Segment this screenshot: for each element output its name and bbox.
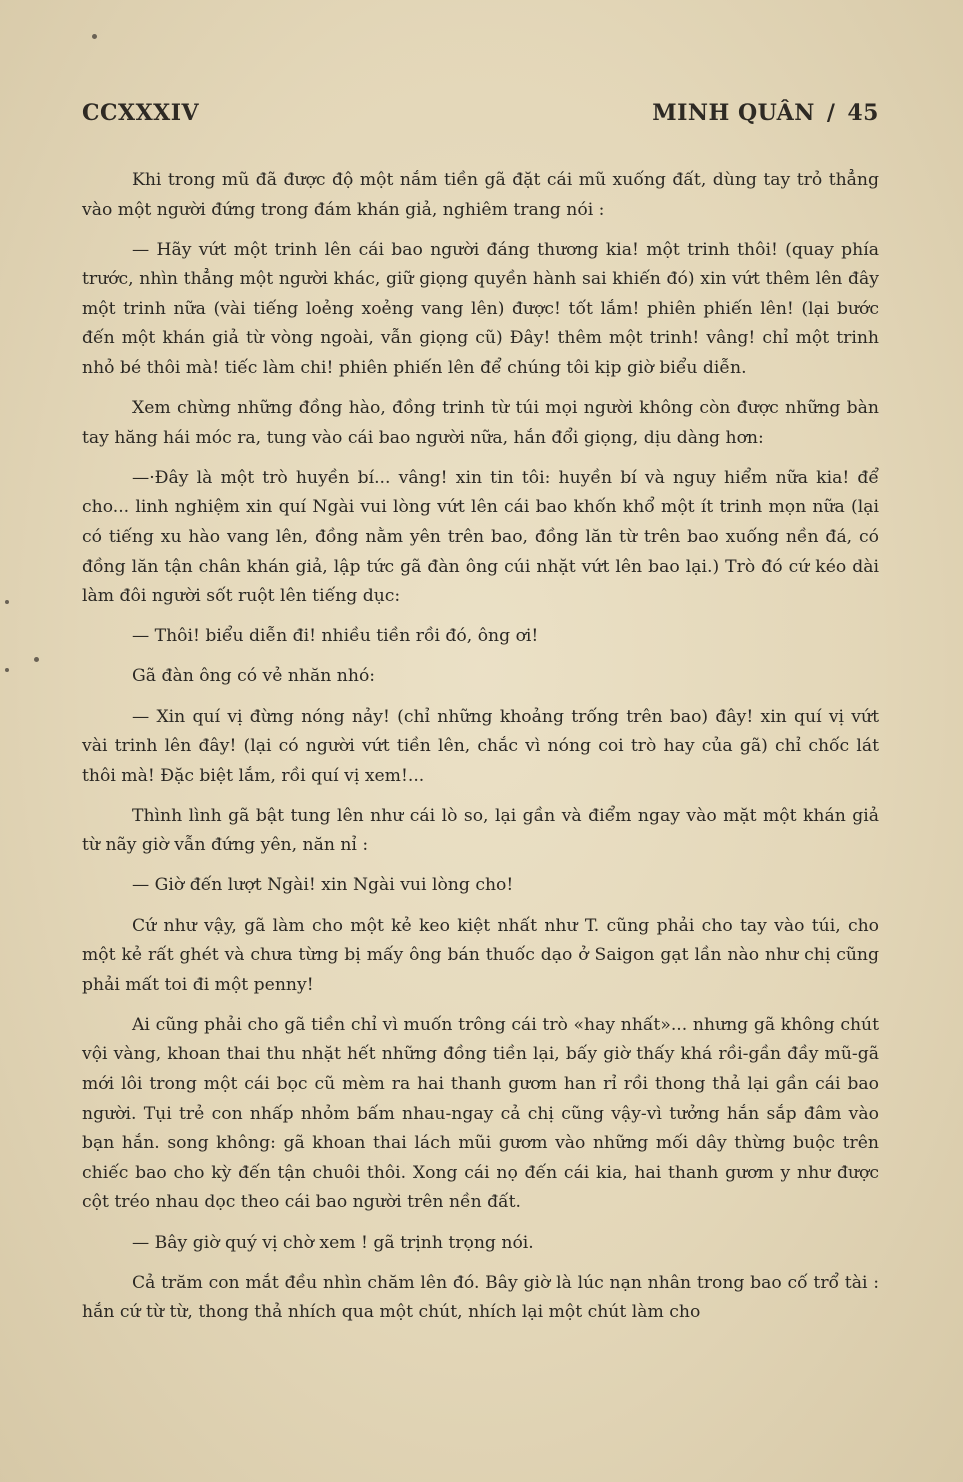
paragraph: Cứ như vậy, gã làm cho một kẻ keo kiệt nhất như T. cũng phải cho tay vào túi, cho một kẻ rất ghét và chưa từng bị mấy ông bán thuốc dạo ở Saigon gạt lần nào như chị cũng phải mất toi đi một penny!: [82, 915, 879, 995]
book-title: MINH QUÂN: [652, 100, 815, 126]
paragraph: Thình lình gã bật tung lên như cái lò so, lại gần và điểm ngay vào mặt một khán giả từ nãy giờ vẫn đứng yên, năn nỉ :: [82, 805, 879, 856]
ink-speck: [92, 34, 97, 39]
ink-speck: [5, 600, 9, 604]
chapter-number: CCXXXIV: [82, 100, 200, 126]
page-number: 45: [847, 100, 879, 126]
paragraph: Gã đàn ông có vẻ nhăn nhó:: [132, 666, 376, 687]
ink-speck: [34, 657, 39, 662]
paragraph: — Giờ đến lượt Ngài! xin Ngài vui lòng cho!: [132, 875, 514, 896]
paragraph: — Bây giờ quý vị chờ xem ! gã trịnh trọng nói.: [132, 1232, 534, 1253]
paragraph: — Xin quí vị đừng nóng nảy! (chỉ những khoảng trống trên bao) đây! xin quí vị vứt vài trinh lên đây! (lại có người vứt tiền lên, chắc vì nóng coi trò hay của gã) chỉ chốc lát thôi mà! Đặc biệt lắm, rồi quí vị xem!...: [82, 706, 879, 786]
paragraph: Cả trăm con mắt đều nhìn chăm lên đó. Bây giờ là lúc nạn nhân trong bao cố trổ tài : hắn cứ từ từ, thong thả nhích qua một chút, nhích lại một chút làm cho: [82, 1272, 879, 1323]
header-separator: /: [826, 100, 836, 126]
ink-speck: [5, 668, 9, 672]
paragraph: Xem chừng những đồng hào, đồng trinh từ túi mọi người không còn được những bàn tay hăng hái móc ra, tung vào cái bao người nữa, hắn đổi giọng, dịu dàng hơn:: [82, 398, 879, 448]
paragraph: — Thôi! biểu diễn đi! nhiều tiền rồi đó, ông ơi!: [132, 626, 539, 647]
paragraph: Khi trong mũ đã được độ một nắm tiền gã đặt cái mũ xuống đất, dùng tay trỏ thẳng vào một người đứng trong đám khán giả, nghiêm trang nói :: [82, 170, 879, 220]
page-header: [82, 100, 879, 136]
body-text: [82, 166, 879, 1338]
running-title: [652, 100, 879, 126]
paragraph: Ai cũng phải cho gã tiền chỉ vì muốn trông cái trò «hay nhất»... nhưng gã không chút vội vàng, khoan thai thu nhặt hết những đồng tiền lại, bấy giờ thấy khá rồi-gần đầy mũ-gã mới lôi trong một cái bọc cũ mèm ra hai thanh gươm han rỉ rồi thong thả lại gần cái bao người. Tụi trẻ con nhấp nhỏm bấm nhau-ngay cả chị cũng vậy-vì tưởng hắn sắp đâm vào bạn hắn. song không: gã khoan thai lách mũi gươm vào những mối dây thừng buộc trên chiếc bao cho kỳ đến tận chuôi thôi. Xong cái nọ đến cái kia, hai thanh gươm y như được cột tréo nhau dọc theo cái bao người trên nền đất.: [82, 1014, 879, 1213]
paragraph: —·Đây là một trò huyền bí... vâng! xin tin tôi: huyền bí và nguy hiểm nữa kia! để cho... linh nghiệm xin quí Ngài vui lòng vứt lên cái bao khốn khổ một ít trinh mọn nữa (lại có tiếng xu hào vang lên, đồng nằm yên trên bao, đồng lăn từ trên bao xuống nền đá, có đồng lăn tận chân khán giả, lập tức gã đàn ông cúi nhặt vứt lên bao lại.) Trò đó cứ kéo dài làm đôi người sốt ruột lên tiếng dục:: [82, 467, 879, 607]
paragraph: — Hãy vứt một trinh lên cái bao người đáng thương kia! một trinh thôi! (quay phía trước, nhìn thẳng một người khác, giữ giọng quyền hành sai khiến đó) xin vứt thêm lên đây một trinh nữa (vài tiếng loẻng xoẻng vang lên) được! tốt lắm! phiên phiến lên! (lại bước đến một khán giả từ vòng ngoài, vẫn giọng cũ) Đây! thêm một trinh! vâng! chỉ một trinh nhỏ bé thôi mà! tiếc làm chi! phiên phiến lên để chúng tôi kịp giờ biểu diễn.: [82, 239, 879, 379]
